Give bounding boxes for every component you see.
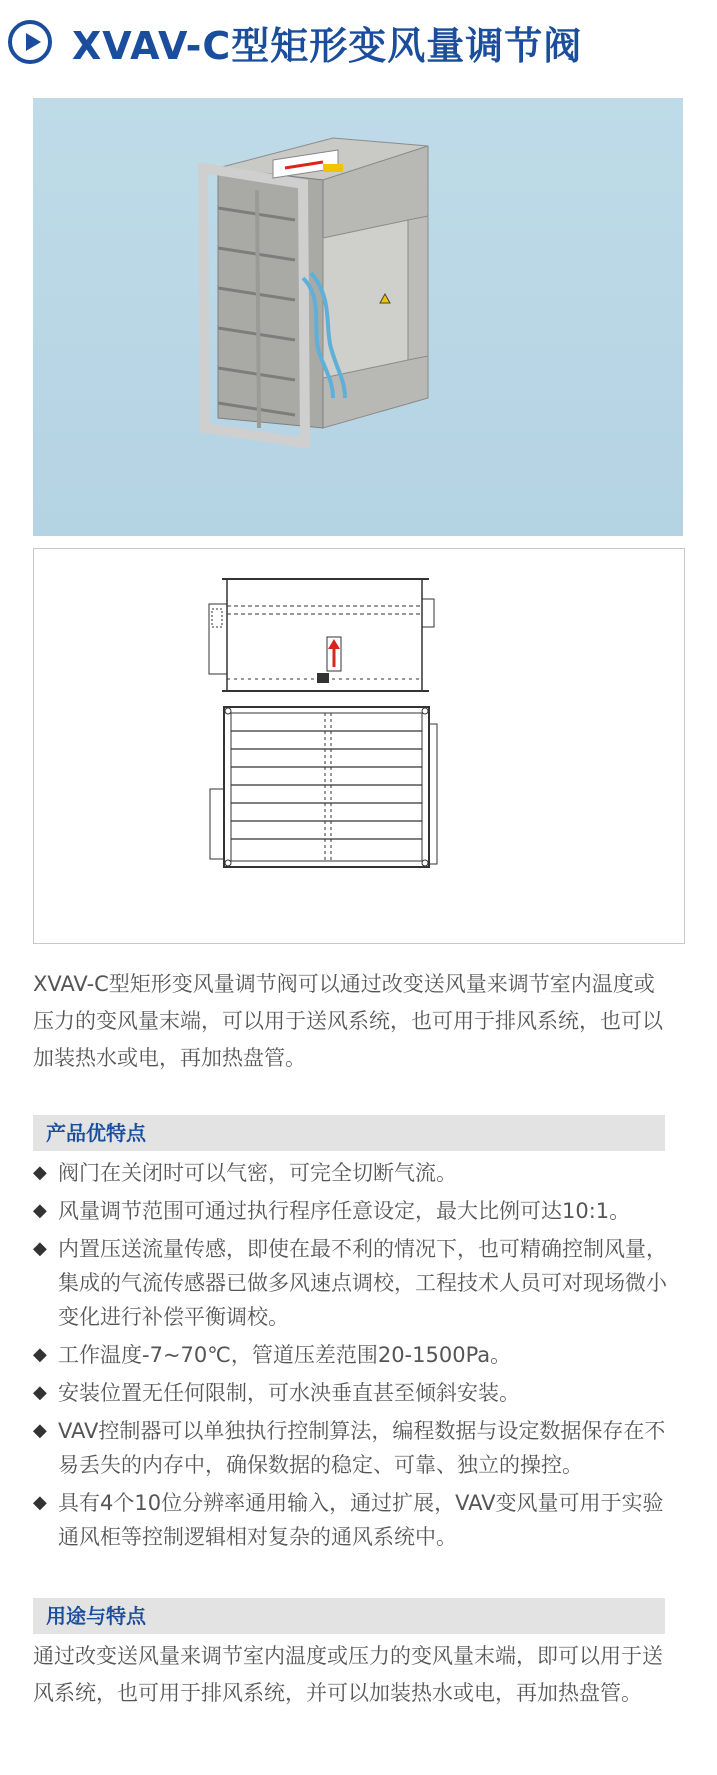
diamond-bullet-icon: ◆ [33, 1492, 47, 1513]
usage-paragraph: 通过改变送风量来调节室内温度或压力的变风量末端，即可以用于送风系统，也可用于排风系统，并可以加装热水或电，再加热盘管。 [33, 1644, 663, 1705]
features-heading: 产品优特点 [33, 1115, 665, 1151]
damper-technical-drawing [34, 549, 686, 945]
page-header [8, 16, 582, 68]
features-list [33, 1156, 673, 1558]
technical-drawing [33, 548, 685, 944]
damper-photo-illustration [33, 98, 683, 536]
diamond-bullet-icon: ◆ [33, 1420, 47, 1441]
feature-item: ◆ VAV控制器可以单独执行控制算法，编程数据与设定数据保存在不易丢失的内存中，确保数据的稳定、可靠、独立的操控。 [33, 1414, 673, 1482]
feature-item: ◆ 阀门在关闭时可以气密，可完全切断气流。 [33, 1156, 673, 1190]
diamond-bullet-icon: ◆ [33, 1162, 47, 1183]
diamond-bullet-icon: ◆ [33, 1344, 47, 1365]
feature-item: ◆ 工作温度-7~70℃，管道压差范围20-1500Pa。 [33, 1338, 673, 1372]
feature-item: ◆ 内置压送流量传感，即使在最不利的情况下，也可精确控制风量，集成的气流传感器已做多风速点调校，工程技术人员可对现场微小变化进行补偿平衡调校。 [33, 1232, 673, 1334]
feature-item: ◆ 安装位置无任何限制，可水泱垂直甚至倾斜安装。 [33, 1376, 673, 1410]
diamond-bullet-icon: ◆ [33, 1238, 47, 1259]
feature-item: ◆ 风量调节范围可通过执行程序任意设定，最大比例可达10:1。 [33, 1194, 673, 1228]
diamond-bullet-icon: ◆ [33, 1382, 47, 1403]
product-photo [33, 98, 683, 536]
intro-paragraph: XVAV-C型矩形变风量调节阀可以通过改变送风量来调节室内温度或压力的变风量末端，可以用于送风系统，也可用于排风系统，也可以加装热水或电，再加热盘管。 [33, 972, 663, 1070]
feature-item: ◆ 具有4个10位分辨率通用输入，通过扩展，VAV变风量可用于实验通风柜等控制逻辑相对复杂的通风系统中。 [33, 1486, 673, 1554]
usage-heading: 用途与特点 [33, 1598, 665, 1634]
play-circle-icon [8, 20, 52, 64]
diamond-bullet-icon: ◆ [33, 1200, 47, 1221]
page-title: XVAV-C型矩形变风量调节阀 [72, 23, 583, 68]
